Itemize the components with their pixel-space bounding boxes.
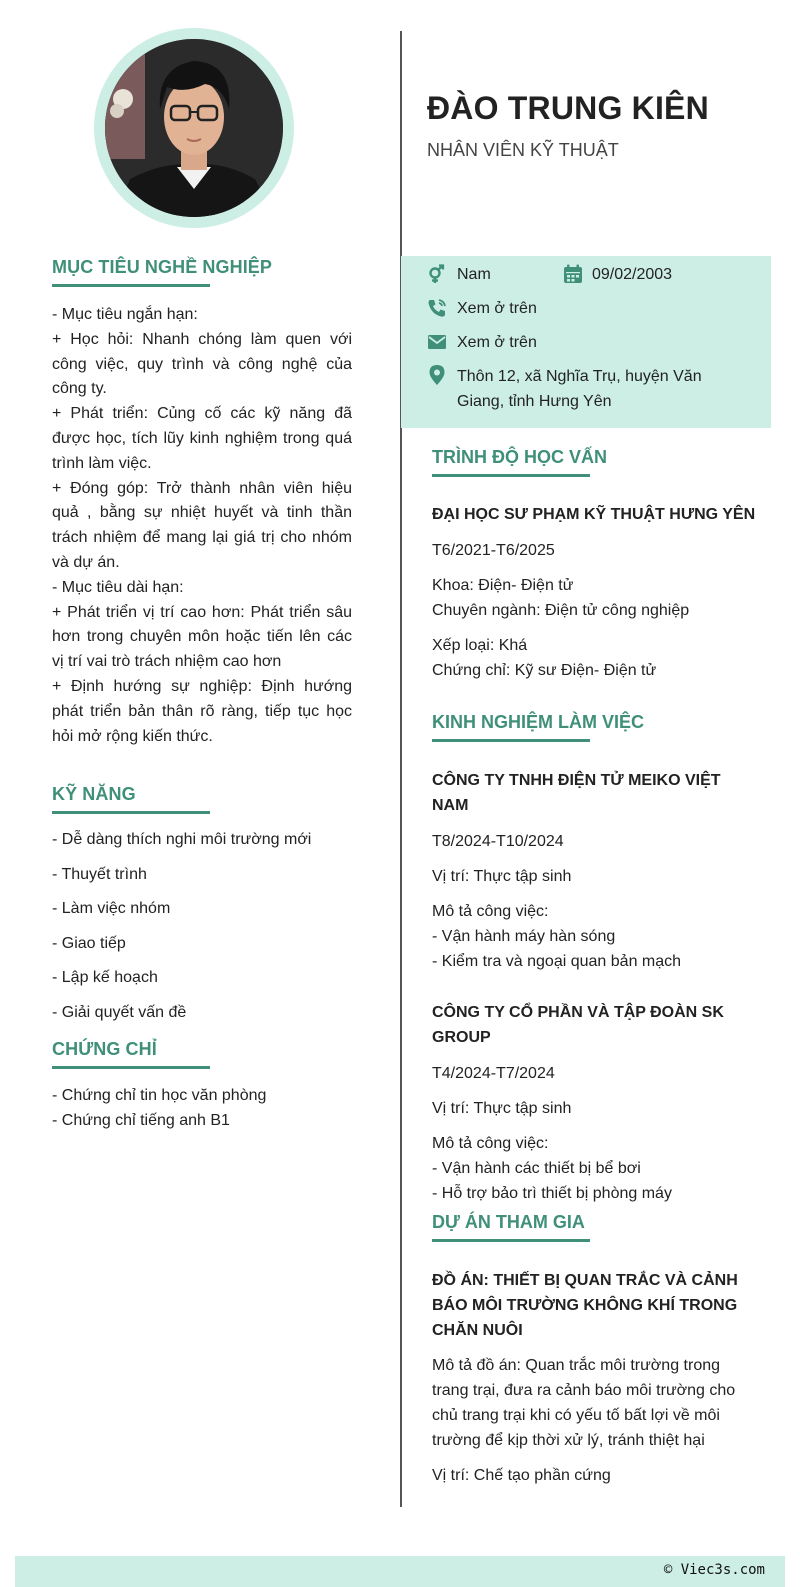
objective-line: + Phát triển vị trí cao hơn: Phát triển sâu hơn trong chuyên môn hoặc tiến lên các vị trí vai trò trách nhiệm cao hơn	[52, 603, 352, 671]
contact-panel	[401, 256, 771, 428]
project-name: CHĂN NUÔI	[432, 1322, 523, 1339]
education-faculty: Khoa: Điện- Điện tử	[432, 577, 574, 594]
projects-title: DỰ ÁN THAM GIA	[432, 1212, 585, 1232]
project-desc: trường để kịp thời xử lý, tránh thiệt hại	[432, 1432, 705, 1449]
project-desc: Mô tả đồ án: Quan trắc môi trường trong	[432, 1357, 721, 1374]
candidate-role: NHÂN VIÊN KỸ THUẬT	[427, 140, 619, 160]
objective-line: + Học hỏi: Nhanh chóng làm quen với công việc, quy trình và công nghệ của công ty.	[52, 330, 352, 398]
company-name: CÔNG TY CỔ PHẦN VÀ TẬP ĐOÀN SK	[432, 1004, 724, 1021]
company-name: CÔNG TY TNHH ĐIỆN TỬ MEIKO VIỆT	[432, 772, 721, 789]
column-divider	[400, 31, 402, 1507]
gender-icon	[427, 264, 447, 284]
education-title: TRÌNH ĐỘ HỌC VẤN	[432, 447, 607, 467]
job-desc-item: - Vận hành máy hàn sóng	[432, 928, 616, 945]
gender-value: Nam	[457, 266, 491, 283]
project-desc: chủ trang trại khi có yếu tố bất lợi về môi	[432, 1407, 720, 1424]
job-entry	[432, 1000, 762, 1206]
skill-item: - Dễ dàng thích nghi môi trường mới	[52, 831, 312, 848]
experience-title: KINH NGHIỆM LÀM VIỆC	[432, 712, 645, 732]
candidate-name: ĐÀO TRUNG KIÊN	[427, 90, 709, 126]
certificates-section	[52, 1039, 352, 1133]
skills-underline	[52, 811, 210, 814]
education-grade: Xếp loại: Khá	[432, 637, 528, 654]
objective-underline	[52, 284, 210, 287]
projects-underline	[432, 1239, 590, 1242]
project-name: ĐỒ ÁN: THIẾT BỊ QUAN TRẮC VÀ CẢNH	[432, 1272, 738, 1289]
education-underline	[432, 474, 590, 477]
objective-line: - Mục tiêu ngắn hạn:	[52, 306, 198, 323]
objective-line: + Phát triển: Củng cố các kỹ năng đã được học, tích lũy kinh nghiệm trong quá trình làm việc.	[52, 405, 352, 472]
objective-title: MỤC TIÊU NGHỀ NGHIỆP	[52, 257, 273, 277]
experience-underline	[432, 739, 590, 742]
avatar	[105, 39, 283, 217]
skill-item: - Làm việc nhóm	[52, 900, 171, 917]
job-desc-item: - Kiểm tra và ngoại quan bản mạch	[432, 953, 682, 970]
job-period: T8/2024-T10/2024	[432, 833, 564, 850]
skill-item: - Thuyết trình	[52, 865, 147, 883]
objective-text	[52, 303, 352, 749]
certificate-item: - Chứng chỉ tiếng anh B1	[52, 1112, 230, 1129]
objective-line: + Đóng góp: Trở thành nhân viên hiệu quả , bằng sự nhiệt huyết và tinh thần trách nhiệm để mang lại giá trị cho nhóm và dự án.	[52, 479, 352, 571]
job-desc-item: - Vận hành các thiết bị bể bơi	[432, 1160, 641, 1177]
company-name: NAM	[432, 797, 469, 814]
certificates-title: CHỨNG CHỈ	[52, 1039, 157, 1059]
job-entry	[432, 768, 762, 974]
job-position: Vị trí: Thực tập sinh	[432, 868, 572, 885]
skill-item: - Lập kế hoạch	[52, 969, 158, 986]
job-position: Vị trí: Thực tập sinh	[432, 1100, 572, 1117]
job-desc-item: - Hỗ trợ bảo trì thiết bị phòng máy	[432, 1185, 672, 1202]
education-period: T6/2021-T6/2025	[432, 542, 555, 559]
calendar-icon	[563, 264, 583, 284]
footer-copyright: © Viec3s.com	[663, 1562, 765, 1578]
email-value: Xem ở trên	[457, 334, 537, 351]
education-certificate: Chứng chỉ: Kỹ sư Điện- Điện tử	[432, 662, 657, 679]
job-period: T4/2024-T7/2024	[432, 1065, 555, 1082]
project-position: Vị trí: Chế tạo phần cứng	[432, 1467, 611, 1484]
project-name: BÁO MÔI TRƯỜNG KHÔNG KHÍ TRONG	[432, 1297, 738, 1314]
job-desc-label: Mô tả công việc:	[432, 903, 549, 920]
address-line: Giang, tỉnh Hưng Yên	[457, 393, 612, 410]
certificate-item: - Chứng chỉ tin học văn phòng	[52, 1087, 267, 1104]
job-desc-label: Mô tả công việc:	[432, 1135, 549, 1152]
skill-item: - Giao tiếp	[52, 934, 126, 952]
address-line: Thôn 12, xã Nghĩa Trụ, huyện Văn	[457, 368, 702, 385]
skill-item: - Giải quyết vấn đề	[52, 1003, 187, 1021]
birthday-value: 09/02/2003	[592, 266, 673, 283]
project-desc: trang trại, đưa ra cảnh báo môi trường cho	[432, 1382, 736, 1399]
objective-section	[52, 257, 352, 749]
education-major: Chuyên ngành: Điện tử công nghiệp	[432, 602, 690, 619]
projects-section	[432, 1212, 762, 1488]
phone-icon	[427, 298, 447, 318]
location-pin-icon	[428, 364, 446, 386]
certificates-underline	[52, 1066, 210, 1069]
company-name: GROUP	[432, 1029, 491, 1046]
portrait-image	[105, 39, 283, 217]
objective-line: + Định hướng sự nghiệp: Định hướng phát triển bản thân rõ ràng, tiếp tục học hỏi mở rộng kiến thức.	[52, 677, 352, 745]
footer-bar	[15, 1556, 785, 1587]
school-name: ĐẠI HỌC SƯ PHẠM KỸ THUẬT HƯNG YÊN	[432, 506, 756, 523]
education-section	[432, 447, 762, 683]
email-icon	[427, 332, 447, 352]
skills-section	[52, 784, 352, 1035]
experience-section	[432, 712, 762, 1206]
objective-line: - Mục tiêu dài hạn:	[52, 578, 184, 596]
phone-value: Xem ở trên	[457, 300, 537, 317]
skills-title: KỸ NĂNG	[52, 784, 136, 804]
